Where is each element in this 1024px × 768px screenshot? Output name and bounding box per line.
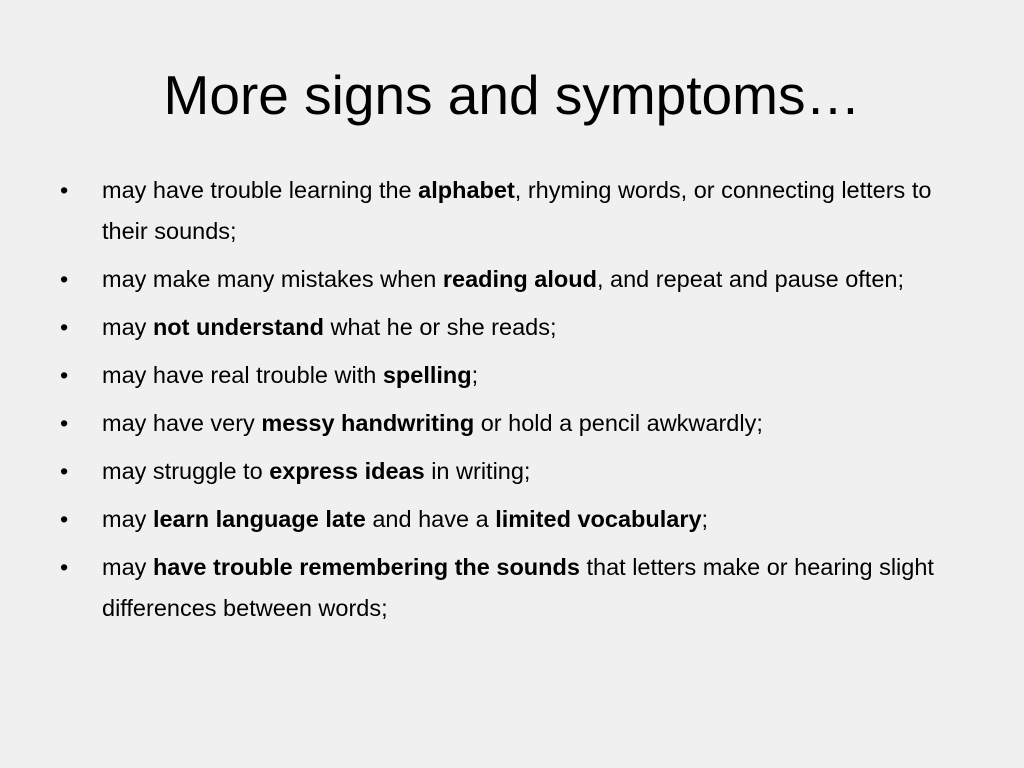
bullet-emphasis: learn language late: [152, 506, 366, 532]
bullet-text: that letters make or hearing slight differences between words;: [102, 554, 934, 621]
bullet-text: , and repeat and pause often;: [596, 266, 905, 292]
bullet-item: [60, 259, 960, 300]
bullet-text: what he or she reads;: [323, 314, 557, 340]
bullet-text: ;: [471, 362, 479, 388]
bullet-dot-icon: •: [60, 554, 69, 580]
bullet-dot-icon: •: [60, 410, 69, 436]
bullet-item: [60, 170, 960, 252]
bullet-emphasis: limited vocabulary: [495, 506, 702, 532]
bullet-text: or hold a pencil awkwardly;: [474, 410, 763, 436]
bullet-text: may have real trouble with: [102, 362, 383, 388]
bullet-item: [60, 403, 960, 444]
bullet-item: [60, 499, 960, 540]
bullet-text: ;: [701, 506, 709, 532]
bullet-text: may: [102, 506, 153, 532]
slide-title: More signs and symptoms…: [163, 64, 861, 126]
bullet-item: [60, 451, 960, 492]
bullet-text: may have very: [102, 410, 262, 436]
bullet-item: [60, 307, 960, 348]
bullet-item: [60, 355, 960, 396]
bullet-text: may: [102, 554, 153, 580]
bullet-emphasis: reading aloud: [442, 266, 597, 292]
bullet-emphasis: spelling: [382, 362, 472, 388]
bullet-list: [60, 170, 960, 636]
bullet-text: , rhyming words, or connecting letters to their sounds;: [102, 177, 932, 244]
bullet-text: may have trouble learning the: [102, 177, 419, 203]
bullet-emphasis: messy handwriting: [261, 410, 475, 436]
bullet-dot-icon: •: [60, 506, 69, 532]
bullet-text: and have a: [365, 506, 496, 532]
bullet-dot-icon: •: [60, 266, 69, 292]
bullet-text: may: [102, 314, 153, 340]
bullet-dot-icon: •: [60, 177, 69, 203]
bullet-dot-icon: •: [60, 362, 69, 388]
bullet-text: may struggle to: [102, 458, 270, 484]
bullet-text: in writing;: [424, 458, 531, 484]
bullet-emphasis: have trouble remembering the sounds: [152, 554, 580, 580]
bullet-emphasis: express ideas: [269, 458, 425, 484]
bullet-emphasis: not understand: [152, 314, 324, 340]
bullet-dot-icon: •: [60, 314, 69, 340]
bullet-text: may make many mistakes when: [102, 266, 443, 292]
bullet-emphasis: alphabet: [418, 177, 515, 203]
bullet-item: [60, 547, 960, 629]
bullet-dot-icon: •: [60, 458, 69, 484]
